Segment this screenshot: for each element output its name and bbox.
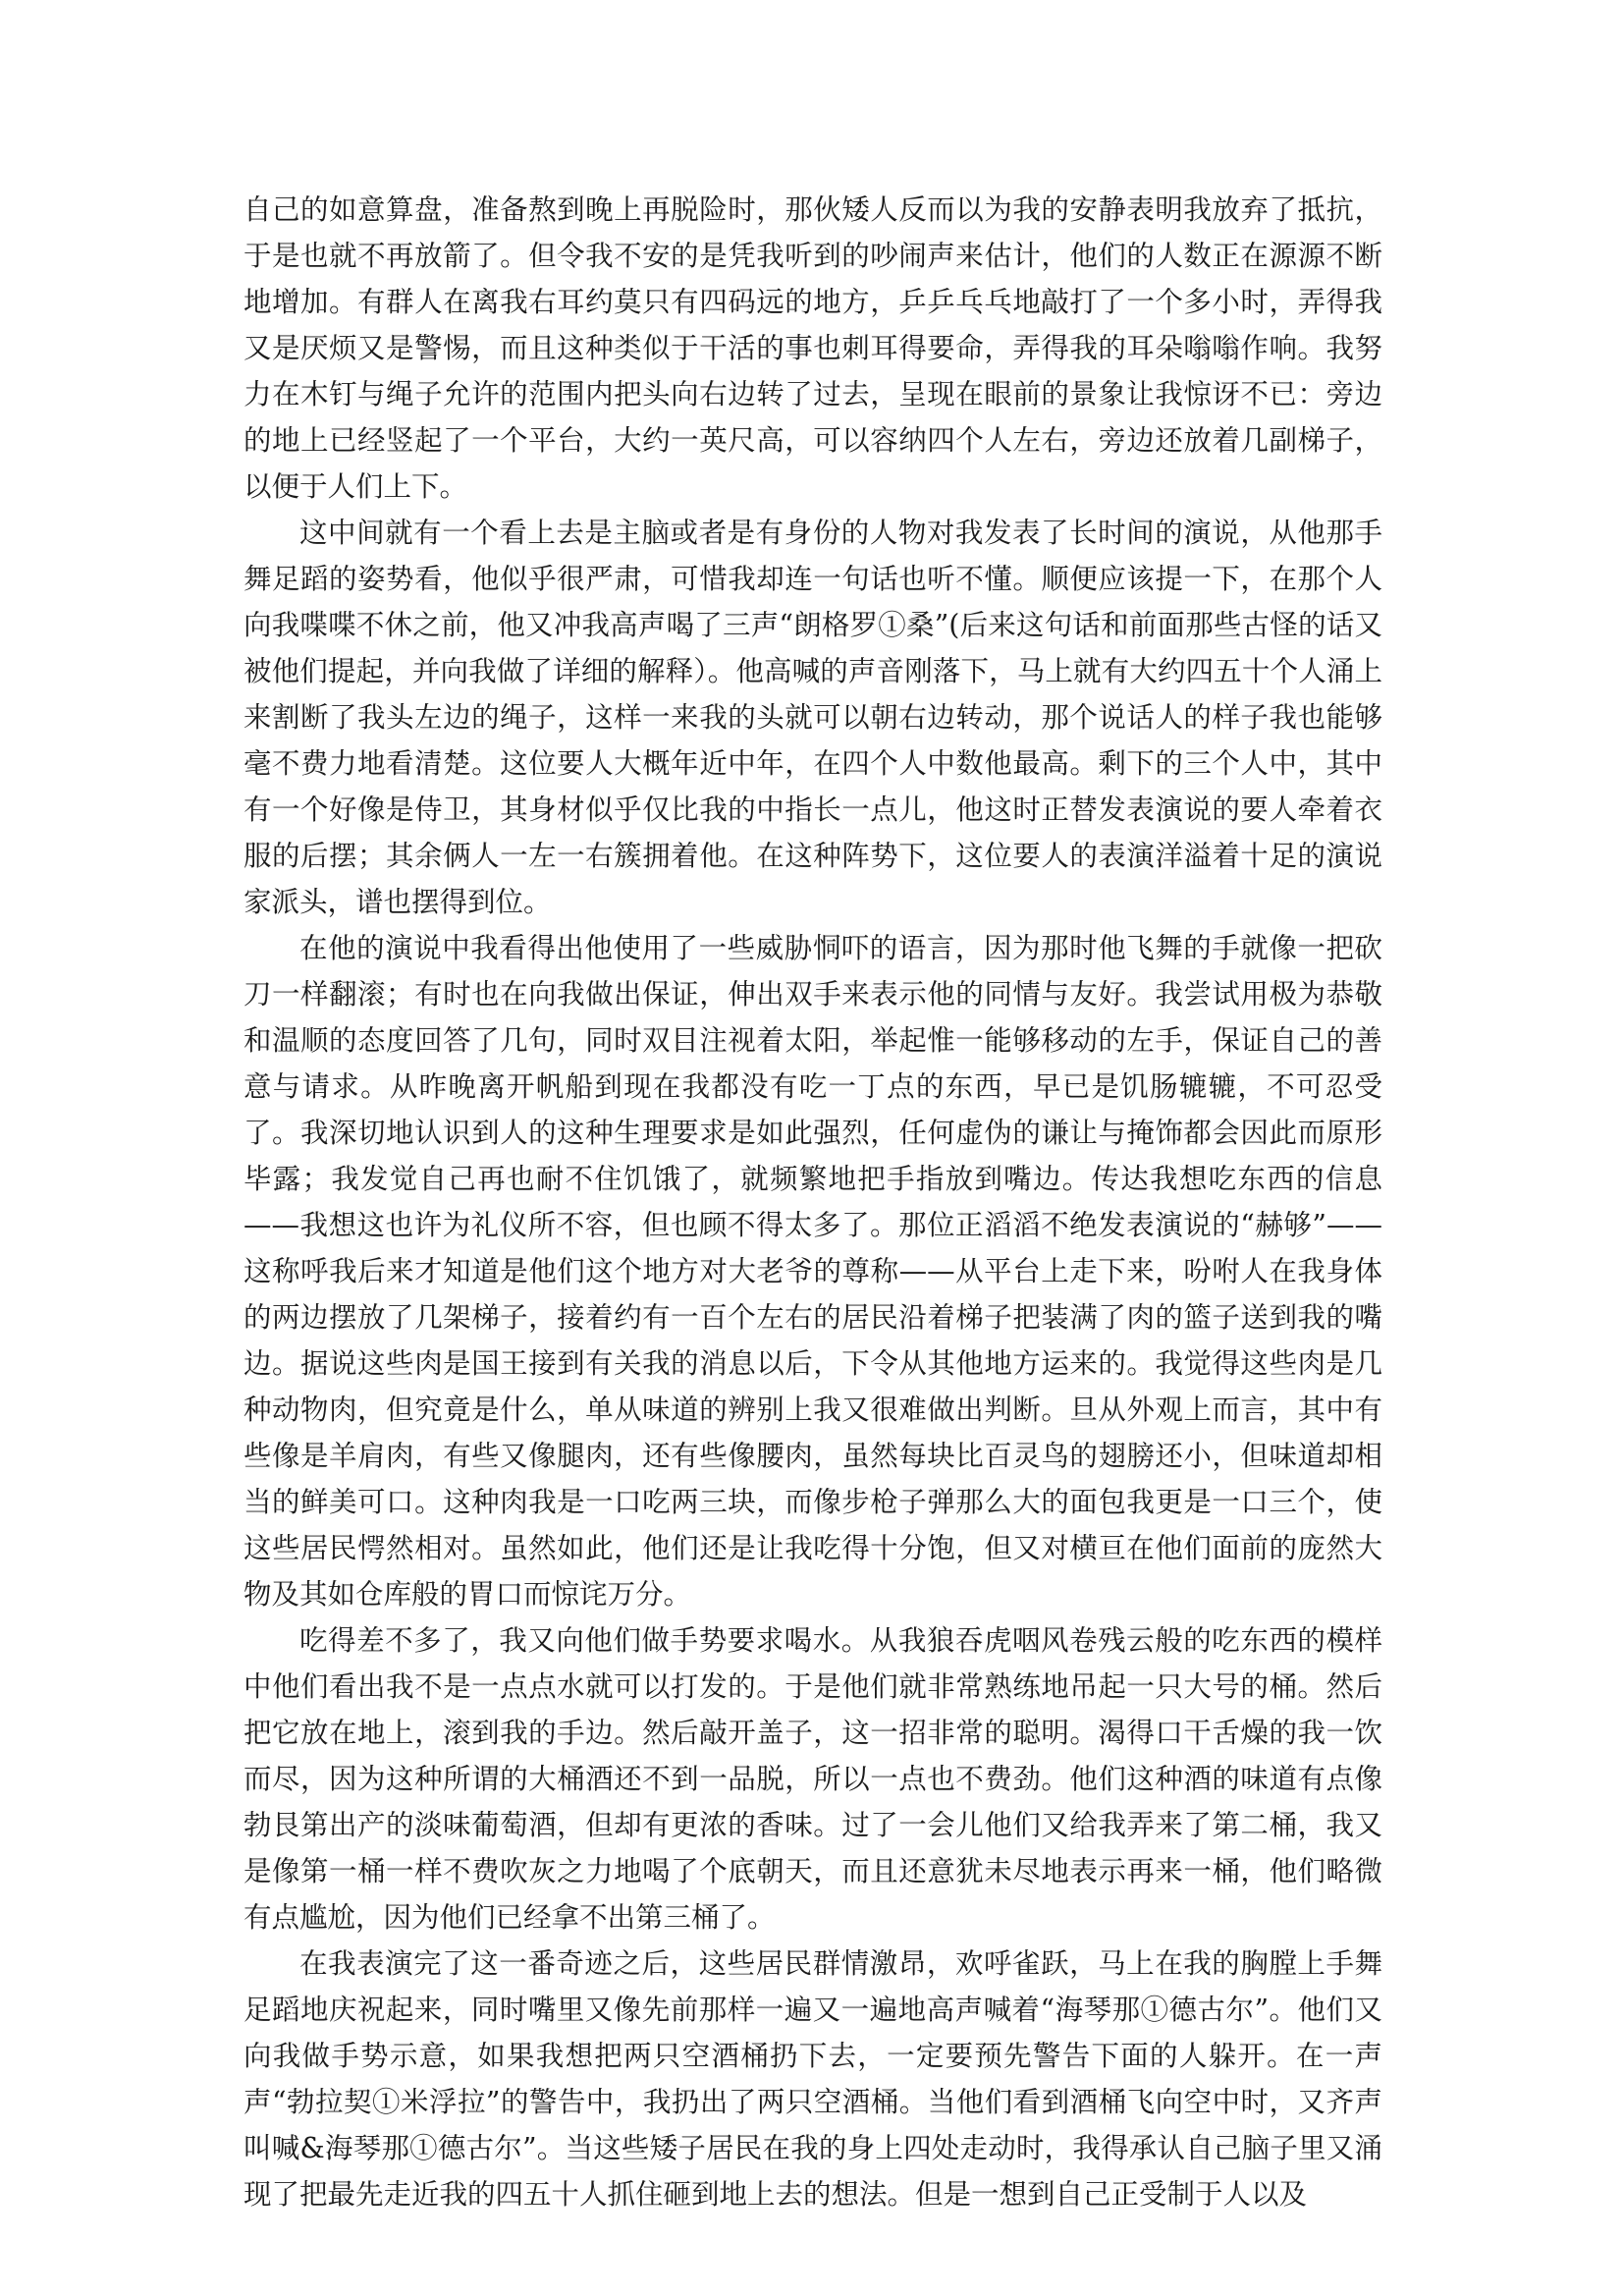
paragraph-2: 这中间就有一个看上去是主脑或者是有身份的人物对我发表了长时间的演说，从他那手舞足蹈的姿势看，他似乎很严肃，可惜我却连一句话也听不懂。顺便应该提一下，在那个人向我喋喋不休之前，他又冲我高声喝了三声“朗格罗①桑”(后来这句话和前面那些古怪的话又被他们提起，并向我做了详细的解释）。他高喊的声音刚落下，马上就有大约四五十个人涌上来割断了我头左边的绳子，这样一来我的头就可以朝右边转动，那个说话人的样子我也能够毫不费力地看清楚。这位要人大概年近中年，在四个人中数他最高。剩下的三个人中，其中有一个好像是侍卫，其身材似乎仅比我的中指长一点儿，他这时正替发表演说的要人牵着衣服的后摆；其余俩人一左一右簇拥着他。在这种阵势下，这位要人的表演洋溢着十足的演说家派头，谱也摆得到位。 [243,517,1382,918]
paragraph-3: 在他的演说中我看得出他使用了一些威胁恫吓的语言，因为那时他飞舞的手就像一把砍刀一样翻滚；有时也在向我做出保证，伸出双手来表示他的同情与友好。我尝试用极为恭敬和温顺的态度回答了几句，同时双目注视着太阳，举起惟一能够移动的左手，保证自己的善意与请求。从昨晚离开帆船到现在我都没有吃一丁点的东西，早已是饥肠辘辘，不可忍受了。我深切地认识到人的这种生理要求是如此强烈，任何虚伪的谦让与掩饰都会因此而原形毕露；我发觉自己再也耐不住饥饿了，就频繁地把手指放到嘴边。传达我想吃东西的信息——我想这也许为礼仪所不容，但也顾不得太多了。那位正滔滔不绝发表演说的“赫够”——这称呼我后来才知道是他们这个地方对大老爷的尊称——从平台上走下来，吩咐人在我身体的两边摆放了几架梯子，接着约有一百个左右的居民沿着梯子把装满了肉的篮子送到我的嘴边。据说这些肉是国王接到有关我的消息以后，下令从其他地方运来的。我觉得这些肉是几种动物肉，但究竟是什么，单从味道的辨别上我又很难做出判断。旦从外观上而言，其中有些像是羊肩肉，有些又像腿肉，还有些像腰肉，虽然每块比百灵鸟的翅膀还小，但味道却相当的鲜美可口。这种肉我是一口吃两三块，而像步枪子弹那么大的面包我更是一口三个，使这些居民愕然相对。虽然如此，他们还是让我吃得十分饱，但又对横亘在他们面前的庞然大物及其如仓库般的胃口而惊诧万分。 [243,932,1382,1611]
document-text [243,187,1382,2217]
paragraph-5: 在我表演完了这一番奇迹之后，这些居民群情激昂，欢呼雀跃，马上在我的胸膛上手舞足蹈地庆祝起来，同时嘴里又像先前那样一遍又一遍地高声喊着“海琴那①德古尔”。他们又向我做手势示意，如果我想把两只空酒桶扔下去，一定要预先警告下面的人躲开。在一声声“勃拉契①米浮拉”的警告中，我扔出了两只空酒桶。当他们看到酒桶飞向空中时，又齐声叫喊&海琴那①德古尔”。当这些矮子居民在我的身上四处走动时，我得承认自己脑子里又涌现了把最先走近我的四五十人抓住砸到地上去的想法。但是一想到自己正受制于人以及 [243,1947,1382,2211]
paragraph-4: 吃得差不多了，我又向他们做手势要求喝水。从我狼吞虎咽风卷残云般的吃东西的模样中他们看出我不是一点点水就可以打发的。于是他们就非常熟练地吊起一只大号的桶。然后把它放在地上，滚到我的手边。然后敲开盖子，这一招非常的聪明。渴得口干舌燥的我一饮而尽，因为这种所谓的大桶酒还不到一品脱，所以一点也不费劲。他们这种酒的味道有点像勃艮第出产的淡味葡萄酒，但却有更浓的香味。过了一会儿他们又给我弄来了第二桶，我又是像第一桶一样不费吹灰之力地喝了个底朝天，而且还意犹未尽地表示再来一桶，他们略微有点尴尬，因为他们已经拿不出第三桶了。 [243,1624,1382,1934]
paragraph-1: 自己的如意算盘，准备熬到晚上再脱险时，那伙矮人反而以为我的安静表明我放弃了抵抗，于是也就不再放箭了。但令我不安的是凭我听到的吵闹声来估计，他们的人数正在源源不断地增加。有群人在离我右耳约莫只有四码远的地方，乒乒乓乓地敲打了一个多小时，弄得我又是厌烦又是警惕，而且这种类似于干活的事也刺耳得要命，弄得我的耳朵嗡嗡作响。我努力在木钉与绳子允许的范围内把头向右边转了过去，呈现在眼前的景象让我惊讶不已：旁边的地上已经竖起了一个平台，大约一英尺高，可以容纳四个人左右，旁边还放着几副梯子，以便于人们上下。 [243,193,1382,503]
